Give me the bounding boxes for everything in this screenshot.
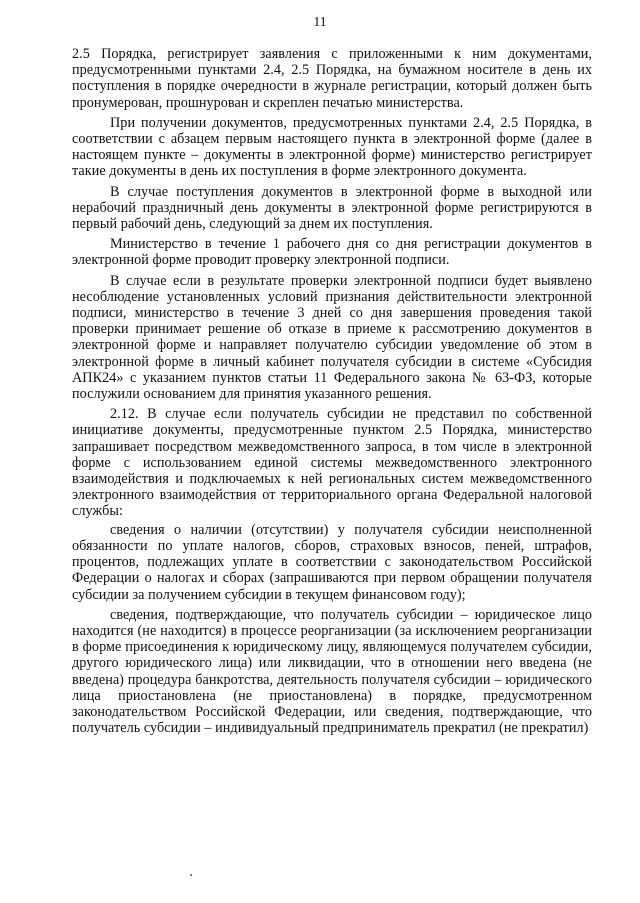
page-number: 11 bbox=[313, 14, 327, 29]
paragraph-reorganization-info: сведения, подтверждающие, что получатель субсидии – юридическое лицо находится (не находится) в процессе реорганизации (за исключением реорганизации в форме присоединения к юридическому лицу, являющемуся получателем субсидии, другого юридического лица) или ликвидации, что в отношении него введена (не введена) процедура банкротства, деятельность получателя субсидии – юридического лица приостановлена (не приостановлена) в порядке, предусмотренном законодательством Российской Федерации, или сведения, подтверждающие, что получатель субсидии – индивидуальный предприниматель прекратил (не прекратил) bbox=[72, 606, 592, 737]
paragraph-2-12: 2.12. В случае если получатель субсидии не представил по собственной инициативе документы, предусмотренные пунктом 2.5 Порядка, министерство запрашивает посредством межведомственного запроса, в том числе в электронной форме с использованием единой системы межведомственного электронного взаимодействия и подключаемых к ней региональных систем межведомственного электронного взаимодействия от территориального органа Федеральной налоговой службы: bbox=[72, 406, 592, 520]
paragraph-holiday-registration: В случае поступления документов в электронной форме в выходной или нерабочий праздничный день документы в электронной форме регистрируются в первый рабочий день, следующий за днем их поступления. bbox=[72, 183, 592, 233]
paragraph-signature-invalid: В случае если в результате проверки электронной подписи будет выявлено несоблюдение установленных условий признания действительности электронной подписи, министерство в течение 3 дней со дня завершения проведения такой проверки принимает решение об отказе в приеме к рассмотрению документов в электронной форме и направляет получателю субсидии уведомление об этом в электронной форме в личный кабинет получателя субсидии в системе «Субсидия АПК24» с указанием пунктов статьи 11 Федерального закона № 63-ФЗ, которые послужили основанием для принятия указанного решения. bbox=[72, 272, 592, 403]
document-body bbox=[72, 46, 592, 738]
paragraph-tax-info: сведения о наличии (отсутствии) у получателя субсидии неисполненной обязанности по уплате налогов, сборов, страховых взносов, пеней, штрафов, процентов, подлежащих уплате в соответствии с законодательством Российской Федерации о налогах и сборах (запрашиваются при первом обращении получателя субсидии за получением субсидии в текущем финансовом году); bbox=[72, 521, 592, 603]
paragraph-registration: 2.5 Порядка, регистрирует заявления с приложенными к ним документами, предусмотренными пунктами 2.4, 2.5 Порядка, на бумажном носителе в день их поступления в порядке очередности в журнале регистрации, который должен быть пронумерован, прошнурован и скреплен печатью министерства. bbox=[72, 46, 592, 111]
scan-speck bbox=[190, 874, 192, 876]
paragraph-signature-check: Министерство в течение 1 рабочего дня со дня регистрации документов в электронной форме проводит проверку электронной подписи. bbox=[72, 236, 592, 269]
paragraph-electronic-docs: При получении документов, предусмотренных пунктами 2.4, 2.5 Порядка, в соответствии с абзацем первым настоящего пункта в электронной форме (далее в настоящем пункте – документы в электронной форме) министерство регистрирует такие документы в день их поступления в форме электронного документа. bbox=[72, 114, 592, 180]
